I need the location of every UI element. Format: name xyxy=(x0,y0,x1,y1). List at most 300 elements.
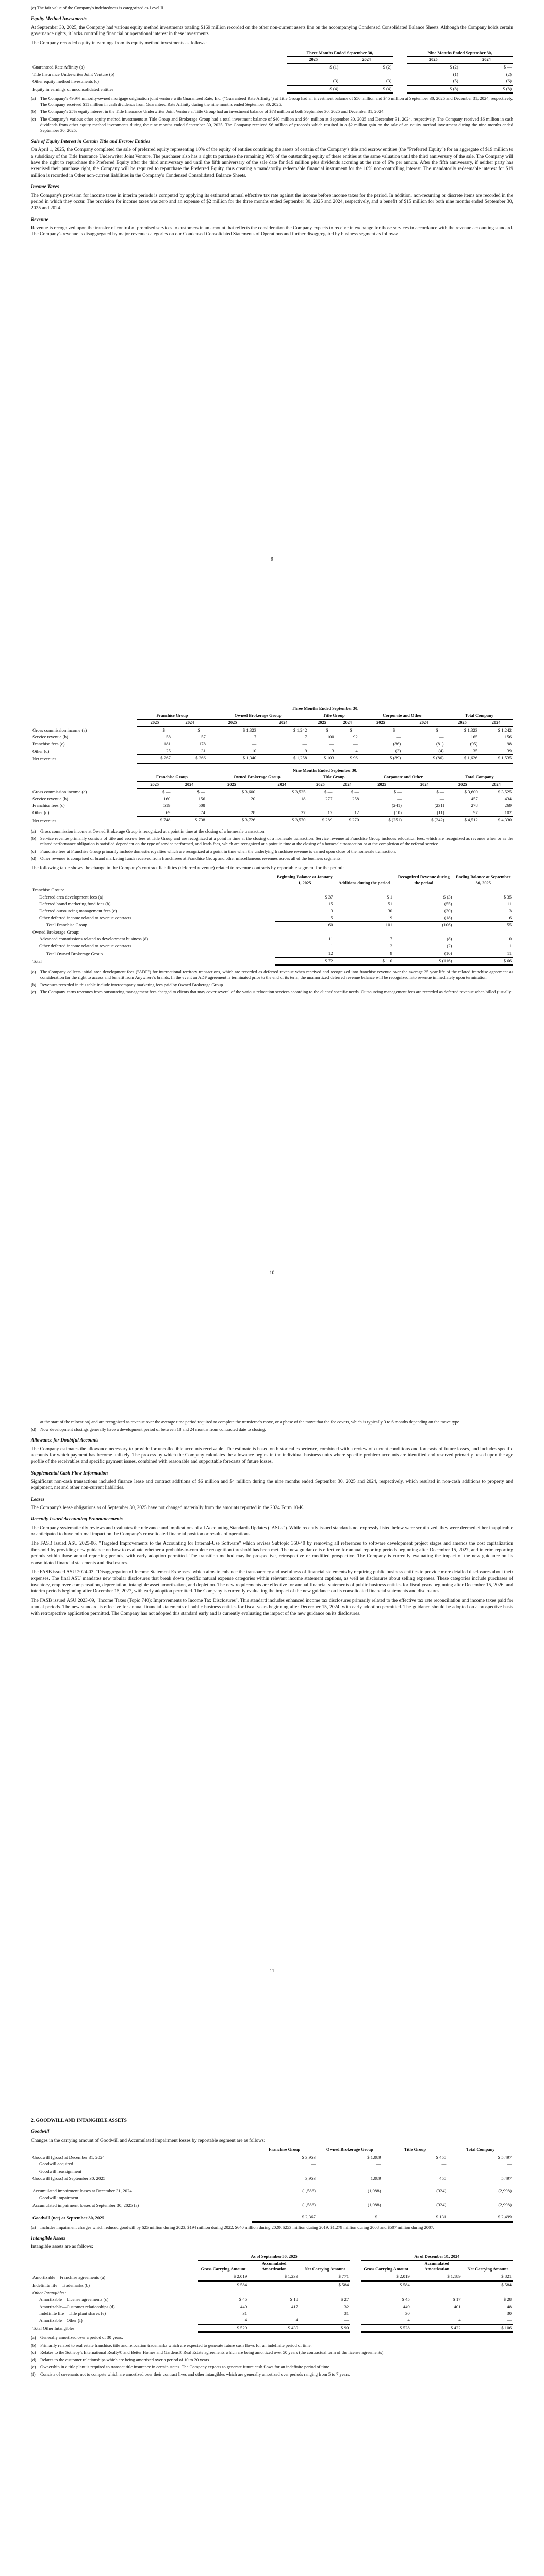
footnote xyxy=(31,828,513,834)
revenue-cell: — xyxy=(439,796,444,802)
year-header: 2024 xyxy=(334,781,360,788)
revenue-cell: — xyxy=(302,741,307,747)
cl-cell: $ 110 xyxy=(335,957,394,965)
footnote-text: The Company collects initial area development fees ("ADF") for international territory transactions, which are recorded as deferred revenue when received and recognized into franchise revenue over the average 25 year life of the related franchise agreement as consideration for the right to access and benefit from Anywhere's brands. In the event an ADF agreement is terminated prior to the end of its term, the unamortized deferred revenue balance will be recognized into revenue immediately upon termination. xyxy=(40,969,513,980)
eq-row xyxy=(31,85,513,93)
ia-header-sep: As of September 30, 2025 xyxy=(198,2253,350,2260)
gw-cell: — xyxy=(448,2194,513,2201)
cl-row xyxy=(31,936,513,942)
revenue-cell: $ 3,525 xyxy=(292,789,306,794)
gw-row-label: Goodwill acquired xyxy=(39,2161,73,2167)
ia-cell: 4 xyxy=(411,2317,463,2324)
cl-cell xyxy=(454,929,514,936)
revenue-cell: $ 1,340 xyxy=(207,755,258,762)
revenue-cell: $ (86) xyxy=(402,755,445,762)
gw-cell: (2,998) xyxy=(498,2188,512,2193)
revenue-cell: 160 xyxy=(163,796,171,802)
gw-cell: $ 2,367 xyxy=(252,2214,317,2222)
revenue-cell: $ 4,512 xyxy=(446,817,480,824)
ia-cell: 31 xyxy=(344,2311,349,2316)
revenue-cell: $ 270 xyxy=(334,817,360,824)
revenue-cell: — xyxy=(327,803,333,808)
leases-paragraph: The Company's lease obligations as of September 30, 2025 have not changed materially from the amounts reported in the 2024 Form 10-K. xyxy=(31,1505,305,1511)
ia-cell: $ 28 xyxy=(503,2297,512,2302)
revenue-cell: $ — xyxy=(326,727,334,733)
gw-cell: (2,998) xyxy=(448,2201,513,2209)
cl-cell: 9 xyxy=(390,951,392,956)
eq-cell: $ — xyxy=(503,64,512,70)
gw-cell: $ 1,089 xyxy=(367,2154,381,2160)
gw-row xyxy=(31,2161,513,2167)
cl-cell xyxy=(275,887,334,893)
revenue-cell: $ 3,525 xyxy=(498,789,512,794)
ia-cell: $ 422 xyxy=(411,2324,463,2332)
ia-row-label: Amortizable—License agreements (c) xyxy=(39,2297,109,2302)
eq-row-label: Title Insurance Underwriter Joint Venture (b) xyxy=(32,71,115,77)
ia-cell: $ 106 xyxy=(463,2324,513,2332)
gw-cell: (1,088) xyxy=(367,2188,381,2193)
cl-cell: 3 xyxy=(331,908,333,913)
cl-cell: (8) xyxy=(447,936,452,942)
ia-cell: 30 xyxy=(405,2311,410,2316)
ia-cell xyxy=(198,2290,249,2296)
eq-year-header: 2024 xyxy=(460,57,513,64)
revenue-cell: $ 1,323 xyxy=(242,727,257,733)
page-3 xyxy=(31,1419,513,1620)
footnote-c: (c) The fair value of the Company's indebtedness is categorized as Level II. xyxy=(31,5,165,10)
cl-row xyxy=(31,894,513,901)
allowance-heading: Allowance for Doubtful Accounts xyxy=(31,1438,99,1444)
revenue-cell: — xyxy=(329,741,334,747)
eq-cell: $ (2) xyxy=(383,64,392,70)
gw-row xyxy=(31,2201,513,2209)
revenue-row-label: Franchise fees (c) xyxy=(32,741,65,747)
segment-header: Owned Brokerage Group xyxy=(207,713,308,719)
revenue-table-nine-months xyxy=(31,768,513,825)
goodwill-table xyxy=(31,2147,513,2223)
cl-cell: 15 xyxy=(328,901,333,907)
revenue-row-label: Net revenues xyxy=(32,818,57,823)
revenue-cell: 18 xyxy=(301,796,306,802)
ia-cell: $ 584 xyxy=(300,2281,350,2289)
eq-year-header: 2025 xyxy=(287,57,340,64)
ia-cell: $ 18 xyxy=(290,2297,299,2302)
revenue-cell: $ 1,242 xyxy=(498,727,512,733)
revenue-cell: $ 738 xyxy=(172,817,206,824)
segment-header: Total Company xyxy=(446,774,513,781)
gw-cell: — xyxy=(376,2161,381,2167)
year-header: 2024 xyxy=(336,719,359,726)
cl-cell: (106) xyxy=(442,922,452,928)
revenue-cell: 92 xyxy=(353,734,358,740)
preferred-paragraph: On April 1, 2025, the Company completed the sale of preferred equity representing 10% of the equity of entities containing the assets of certain of the Company's title and escrow entities (the "Preferred Equity") for an aggregate of $19 million to a subsidiary of the Title Insurance Underwriter Joint Venture. The purchaser also has a right to purchase the remaining 90% of the outstanding equity of these entities at the same valuation until the third anniversary of the sale. The Company will have the right to repurchase the Preferred Equity after the third anniversary and until the fifth anniversary of the sale date for $19 million plus dividends accruing at the rate of 6% per annum. After the fifth anniversary, if neither party has exercised their purchase right, the Company will be required to repurchase the Preferred Equity, thus creating a mandatorily redeemable financial instrument for the 10% non-controlling interest. The mandatorily redeemable interest for $19 million is recorded in Other non-current liabilities in the Company's Condensed Consolidated Balance Sheets. xyxy=(31,147,513,178)
footnote xyxy=(31,989,513,995)
cl-cell: 11 xyxy=(507,901,512,907)
ia-row xyxy=(31,2303,513,2310)
cl-row-label: Owned Brokerage Group: xyxy=(32,929,80,935)
revenue-cell: 74 xyxy=(172,809,206,817)
gw-cell: — xyxy=(252,2168,317,2175)
cl-row xyxy=(31,887,513,893)
leases-heading: Leases xyxy=(31,1497,45,1502)
ia-cell: 449 xyxy=(240,2303,248,2309)
gw-row xyxy=(31,2168,513,2175)
footnote-key: (b) xyxy=(31,109,37,114)
cl-cell: 30 xyxy=(388,908,392,913)
footnote xyxy=(31,856,513,861)
cl-cell: 12 xyxy=(328,951,333,956)
equity-earnings-table xyxy=(31,50,513,94)
revenue-row-label: Service revenue (b) xyxy=(32,734,68,740)
year-header: 2025 xyxy=(307,781,334,788)
eq-cell: $ (1) xyxy=(329,64,339,70)
gw-header: Total Company xyxy=(448,2147,513,2154)
eq-cell: $ (8) xyxy=(460,85,513,93)
intangibles-intro: Intangible assets are as follows: xyxy=(31,2244,93,2250)
revenue-cell: 165 xyxy=(471,734,478,740)
footnote xyxy=(31,96,513,107)
tax-heading: Income Taxes xyxy=(31,184,59,190)
revenue-cell: $ (89) xyxy=(359,755,402,762)
revenue-cell: 102 xyxy=(480,809,513,817)
ia-cell: 32 xyxy=(344,2303,349,2309)
ia-cell: $ 90 xyxy=(300,2324,350,2332)
revenue-row xyxy=(31,748,513,755)
gw-row xyxy=(31,2188,513,2194)
cl-row-label: Deferred area development fees (a) xyxy=(39,894,104,900)
footnote-text: Generally amortized over a period of 30 years. xyxy=(40,2335,123,2341)
revenue-row xyxy=(31,809,513,817)
eq-row-label: Other equity method investments (c) xyxy=(32,78,99,84)
gw-cell: $ 3,953 xyxy=(302,2154,316,2160)
ia-col-header: Net Carrying Amount xyxy=(463,2260,513,2273)
gw-cell: — xyxy=(448,2168,513,2175)
revenue-cell: $ — xyxy=(197,789,205,794)
revenue-cell: (3) xyxy=(359,748,402,755)
ia-row-label: Total Other Intangibles xyxy=(32,2326,75,2331)
ia-col-header: Gross Carrying Amount xyxy=(361,2260,411,2273)
cl-row xyxy=(31,950,513,957)
footnote-key: (c) xyxy=(31,2349,36,2355)
revenue-cell: 58 xyxy=(166,734,171,740)
ia-row-label: Amortizable—Customer relationships (d) xyxy=(39,2303,115,2309)
intangibles-heading: Intangible Assets xyxy=(31,2236,65,2241)
year-header: 2025 xyxy=(137,719,172,726)
revenue-cell: $ — xyxy=(393,789,402,794)
gw-row xyxy=(31,2175,513,2182)
footnote-key: (c) xyxy=(31,989,36,995)
ia-cell: 48 xyxy=(507,2303,512,2309)
footnote-text: Gross commission income at Owned Brokerage Group is recognized at a point in time at the closing of a homesale transaction. xyxy=(40,828,266,834)
cl-header: Ending Balance at September 30, 2025 xyxy=(454,874,514,887)
footnote-text: The Company's 25% equity interest in the Title Insurance Underwriter Joint Venture at Title Group had an investment balance of $73 million at both September 30, 2025 and December 31, 2024. xyxy=(40,109,385,114)
revenue-cell: $ 4,330 xyxy=(480,817,513,824)
revenue-cell: 20 xyxy=(251,796,256,802)
gw-cell: $ 5,497 xyxy=(498,2154,512,2160)
gw-row-label: Goodwill reassignment xyxy=(39,2168,81,2174)
ia-cell: 401 xyxy=(454,2303,461,2309)
ia-cell xyxy=(411,2281,463,2289)
cl-header: Recognized Revenue during the period xyxy=(394,874,454,887)
cl-cell: $ 72 xyxy=(275,957,334,965)
revenue-cell: $ 1,242 xyxy=(293,727,307,733)
year-header: 2025 xyxy=(446,781,480,788)
cl-cell xyxy=(335,887,394,893)
revenue-row xyxy=(31,802,513,809)
segment-header: Franchise Group xyxy=(137,713,207,719)
revenue-cell: 178 xyxy=(199,741,206,747)
revenue-row-label: Gross commission income (a) xyxy=(32,727,87,733)
footnote-text: Consists of covenants not to compete which are amortized over their contract lives and other intangibles which are generally amortized over periods ranging from 5 to 7 years. xyxy=(40,2371,350,2377)
revenue-cell: $ 267 xyxy=(137,755,172,762)
ia-row xyxy=(31,2324,513,2332)
cl-cell: (55) xyxy=(444,901,452,907)
eq-cell: $ (4) xyxy=(340,85,393,93)
revenue-cell: (81) xyxy=(436,741,444,747)
page-4 xyxy=(31,2112,513,2379)
cl-cell xyxy=(394,887,454,893)
revenue-cell: 7 xyxy=(254,734,257,740)
ia-row xyxy=(31,2273,513,2281)
ia-cell: $ 27 xyxy=(340,2297,349,2302)
ia-cell: 449 xyxy=(403,2303,410,2309)
gw-cell: (1,088) xyxy=(317,2201,383,2209)
ia-cell: $ 2,019 xyxy=(198,2273,249,2281)
ia-cell xyxy=(300,2290,350,2296)
cl-row-label: Deferred brand marketing fund fees (b) xyxy=(39,901,111,907)
ia-row-label: Amortizable—Franchise agreements (a) xyxy=(32,2274,106,2280)
ia-cell: $ 528 xyxy=(361,2324,411,2332)
gw-cell: (324) xyxy=(383,2201,448,2209)
eq-row-label: Guaranteed Rate Affinity (a) xyxy=(32,64,85,70)
revenue-table-title: Nine Months Ended September 30, xyxy=(293,768,357,773)
footnote-text: Primarily related to real estate franchise, title and relocation trademarks which are expected to generate future cash flows for an indefinite period of time. xyxy=(40,2342,312,2348)
footnote xyxy=(31,2364,513,2370)
revenue-cell: — xyxy=(251,803,256,808)
cl-row-label: Total Owned Brokerage Group xyxy=(46,951,103,956)
cl-cell: 19 xyxy=(335,914,394,922)
revenue-cell: 97 xyxy=(446,809,480,817)
page-number-10: 10 xyxy=(269,1270,275,1276)
ia-row-label: Amortizable—Other (f) xyxy=(39,2317,83,2323)
revenue-cell: $ (242) xyxy=(403,817,446,824)
year-header: 2025 xyxy=(207,781,257,788)
revenue-table-three-months xyxy=(31,706,513,764)
ia-col-header: Accumulated Amortization xyxy=(249,2260,300,2273)
revenue-row xyxy=(31,817,513,824)
eq-cell: $ (8) xyxy=(407,85,460,93)
ia-row xyxy=(31,2281,513,2289)
revenue-cell: 12 xyxy=(307,809,334,817)
cl-cell: 11 xyxy=(507,951,512,956)
revenue-row-label: Gross commission income (a) xyxy=(32,789,87,794)
page-number-9: 9 xyxy=(271,557,273,562)
footnote-text: Franchise fees at Franchise Group primarily include domestic royalties which are recognized at a point in time when the underlying franchisee revenue is earned upon close of the homesale transaction. xyxy=(40,849,397,854)
revenue-cell: $ 3,600 xyxy=(464,789,478,794)
gw-row-label: Goodwill impairment xyxy=(39,2195,78,2200)
gw-cell: 3,953 xyxy=(305,2176,316,2181)
eq-header-three: Three Months Ended September 30, xyxy=(287,50,393,57)
recent-paragraph-4: The FASB issued ASU 2023-09, "Income Taxes (Topic 740): Improvements to Income Tax Disclosures". This standard includes enhanced income tax disclosures primarily related to the effective tax rate reconciliation and income taxes paid for annual periods. The new standard is effective for annual financial statements of public business entities for fiscal years beginning after December 15, 2024, with early adoption permitted. The guidance should be adopted on a prospective basis with retrospective application permitted. The Company has not adopted this standard early and is currently evaluating the impact of the new guidance on its disclosures. xyxy=(31,1598,513,1616)
cl-cell: (18) xyxy=(394,914,454,922)
cl-header: Beginning Balance at January 1, 2025 xyxy=(275,874,334,887)
ia-row-label: Indefinite life—Title plant shares (e) xyxy=(39,2311,106,2316)
revenue-cell: 57 xyxy=(201,734,206,740)
gw-cell: $ 131 xyxy=(383,2214,448,2222)
ia-cell: $ 821 xyxy=(463,2273,513,2281)
cl-cell: (10) xyxy=(444,951,452,956)
cl-row xyxy=(31,901,513,907)
revenue-cell: (11) xyxy=(403,809,446,817)
section-heading: 2. GOODWILL AND INTANGIBLE ASSETS xyxy=(31,2118,127,2123)
footnote-key: (c) xyxy=(31,849,36,854)
ia-cell: $ 584 xyxy=(463,2281,513,2289)
gw-cell: (324) xyxy=(436,2188,447,2193)
segment-header: Title Group xyxy=(307,774,361,781)
footnote-key: (b) xyxy=(31,982,37,988)
gw-cell: $ 2,499 xyxy=(448,2214,513,2222)
year-header: 2024 xyxy=(402,719,445,726)
year-header: 2024 xyxy=(479,719,513,726)
cl-cell xyxy=(335,929,394,936)
revenue-cell: $ 103 xyxy=(308,755,335,762)
footnote-text: The Company earns revenues from outsourcing management fees charged to clients that may cover several of the various relocation services according to the clients' specific needs. Outsourcing management fees are recorded as deferred revenue when billed (usually xyxy=(40,989,512,995)
revenue-cell: — xyxy=(252,741,257,747)
revenue-row xyxy=(31,726,513,734)
eq-row-label: Equity in earnings of unconsolidated entities xyxy=(32,87,114,92)
cl-cell: $ 1 xyxy=(387,894,392,900)
ia-cell xyxy=(249,2290,300,2296)
gw-cell: — xyxy=(507,2161,512,2167)
revenue-cell: (4) xyxy=(402,748,445,755)
equity-paragraph-1: At September 30, 2025, the Company had various equity method investments totaling $169 million recorded on the other non-current assets line on the accompanying Condensed Consolidated Balance Sheets. Although the Company holds certain governance rights, it lacks controlling financial or operational interest in these investments. xyxy=(31,25,513,37)
gw-cell: — xyxy=(383,2168,448,2175)
segment-header: Corporate and Other xyxy=(359,713,446,719)
revenue-cell: $ — xyxy=(351,789,359,794)
ia-cell: — xyxy=(463,2317,513,2324)
ia-cell: $ 584 xyxy=(361,2281,411,2289)
ia-cell: $ 584 xyxy=(198,2281,249,2289)
ia-cell xyxy=(361,2290,411,2296)
revenue-cell: $ — xyxy=(162,789,171,794)
preferred-heading: Sale of Equity Interest in Certain Title and Escrow Entities xyxy=(31,139,151,145)
footnote-key: (a) xyxy=(31,828,36,834)
ia-cell: $ 439 xyxy=(249,2324,300,2332)
revenue-row xyxy=(31,788,513,795)
revenue-cell: 100 xyxy=(327,734,334,740)
revenue-cell: 3 xyxy=(308,748,335,755)
footnote-key: (a) xyxy=(31,96,36,101)
cl-row xyxy=(31,929,513,936)
fn-c-continued: at the start of the relocation) and are recognized as revenue over the average time period required to complete the transferee's move, or a phase of the move that the fee covers, which is typically 3 to 6 months depending on the move type. xyxy=(40,1419,460,1425)
revenue-cell: 457 xyxy=(471,796,478,802)
revenue-cell: 35 xyxy=(446,748,480,755)
ia-cell: $ 771 xyxy=(300,2273,350,2281)
eq-year-header: 2024 xyxy=(340,57,393,64)
gw-cell: $ 455 xyxy=(436,2154,447,2160)
revenue-cell: 278 xyxy=(471,803,478,808)
gw-cell: — xyxy=(383,2194,448,2201)
cl-row xyxy=(31,922,513,929)
footnote-key: (c) xyxy=(31,116,36,122)
eq-row xyxy=(31,71,513,78)
gw-row xyxy=(31,2214,513,2222)
ia-row-label: Indefinite life—Trademarks (b) xyxy=(32,2283,90,2289)
footnote-key: (a) xyxy=(31,2335,36,2341)
cl-row-label: Total xyxy=(32,959,42,964)
supplemental-heading: Supplemental Cash Flow Information xyxy=(31,1470,108,1476)
gw-cell: — xyxy=(311,2161,316,2167)
footnote-text: Revenues recorded in this table include intercompany marketing fees paid by Owned Brokerage Group. xyxy=(40,982,224,988)
gw-row xyxy=(31,2154,513,2161)
gw-cell: $ 1 xyxy=(317,2214,383,2222)
footnote xyxy=(31,969,513,980)
revenue-row-label: Other (d) xyxy=(32,810,50,816)
ia-row xyxy=(31,2317,513,2324)
revenue-cell: — xyxy=(353,741,358,747)
eq-cell: $ (4) xyxy=(287,85,340,93)
cl-cell: 10 xyxy=(507,936,512,942)
year-header: 2025 xyxy=(446,719,480,726)
contract-liabilities-table xyxy=(31,874,513,966)
revenue-cell: 39 xyxy=(479,748,513,755)
footnote-text: Other revenue is comprised of brand marketing funds received from franchisees at Franchise Group and other miscellaneous revenues across all of the business segments. xyxy=(40,856,342,861)
ia-cell: $ 45 xyxy=(239,2297,248,2302)
revenue-cell: $ (251) xyxy=(360,817,403,824)
revenue-cell: — xyxy=(354,803,359,808)
cl-row xyxy=(31,914,513,922)
cl-cell: 11 xyxy=(328,936,333,942)
gw-header: Franchise Group xyxy=(252,2147,317,2154)
cl-cell xyxy=(454,887,514,893)
cl-row-label: Other deferred income related to revenue contracts xyxy=(39,943,131,949)
gw-row xyxy=(31,2194,513,2201)
revenue-cell: $ 289 xyxy=(307,817,334,824)
revenue-row-label: Other (d) xyxy=(32,748,50,754)
revenue-cell: (10) xyxy=(360,809,403,817)
revenue-cell: $ — xyxy=(436,727,444,733)
ia-cell: 4 xyxy=(249,2317,300,2324)
footnote xyxy=(31,849,513,854)
revenue-cell: 4 xyxy=(336,748,359,755)
revenue-cell: 277 xyxy=(325,796,333,802)
cl-row xyxy=(31,943,513,950)
cl-row xyxy=(31,957,513,965)
revenue-heading: Revenue xyxy=(31,217,48,223)
ia-cell xyxy=(249,2310,300,2317)
cl-row-label: Other deferred income related to revenue contracts xyxy=(39,915,131,921)
revenue-cell: (241) xyxy=(391,803,402,808)
goodwill-intro: Changes in the carrying amount of Goodwill and Accumulated impairment losses by reportable segment are as follows: xyxy=(31,2138,266,2143)
revenue-cell: $ — xyxy=(392,727,401,733)
eq-cell: (5) xyxy=(407,78,460,85)
cl-header: Additions during the period xyxy=(335,874,394,887)
cl-cell: 60 xyxy=(328,922,333,928)
revenue-cell: — xyxy=(397,796,402,802)
footnote-key: (a) xyxy=(31,2224,36,2230)
revenue-cell: — xyxy=(301,803,306,808)
cl-cell: 1 xyxy=(454,943,514,950)
year-header: 2025 xyxy=(137,781,172,788)
ia-row-label: Other Intangibles: xyxy=(32,2290,67,2295)
revenue-cell: 98 xyxy=(507,741,512,747)
revenue-cell: 269 xyxy=(504,803,512,808)
gw-cell: (1,586) xyxy=(252,2201,317,2209)
year-header: 2025 xyxy=(359,719,402,726)
year-header: 2025 xyxy=(308,719,335,726)
revenue-cell: 508 xyxy=(198,803,205,808)
footnote xyxy=(31,2343,513,2348)
